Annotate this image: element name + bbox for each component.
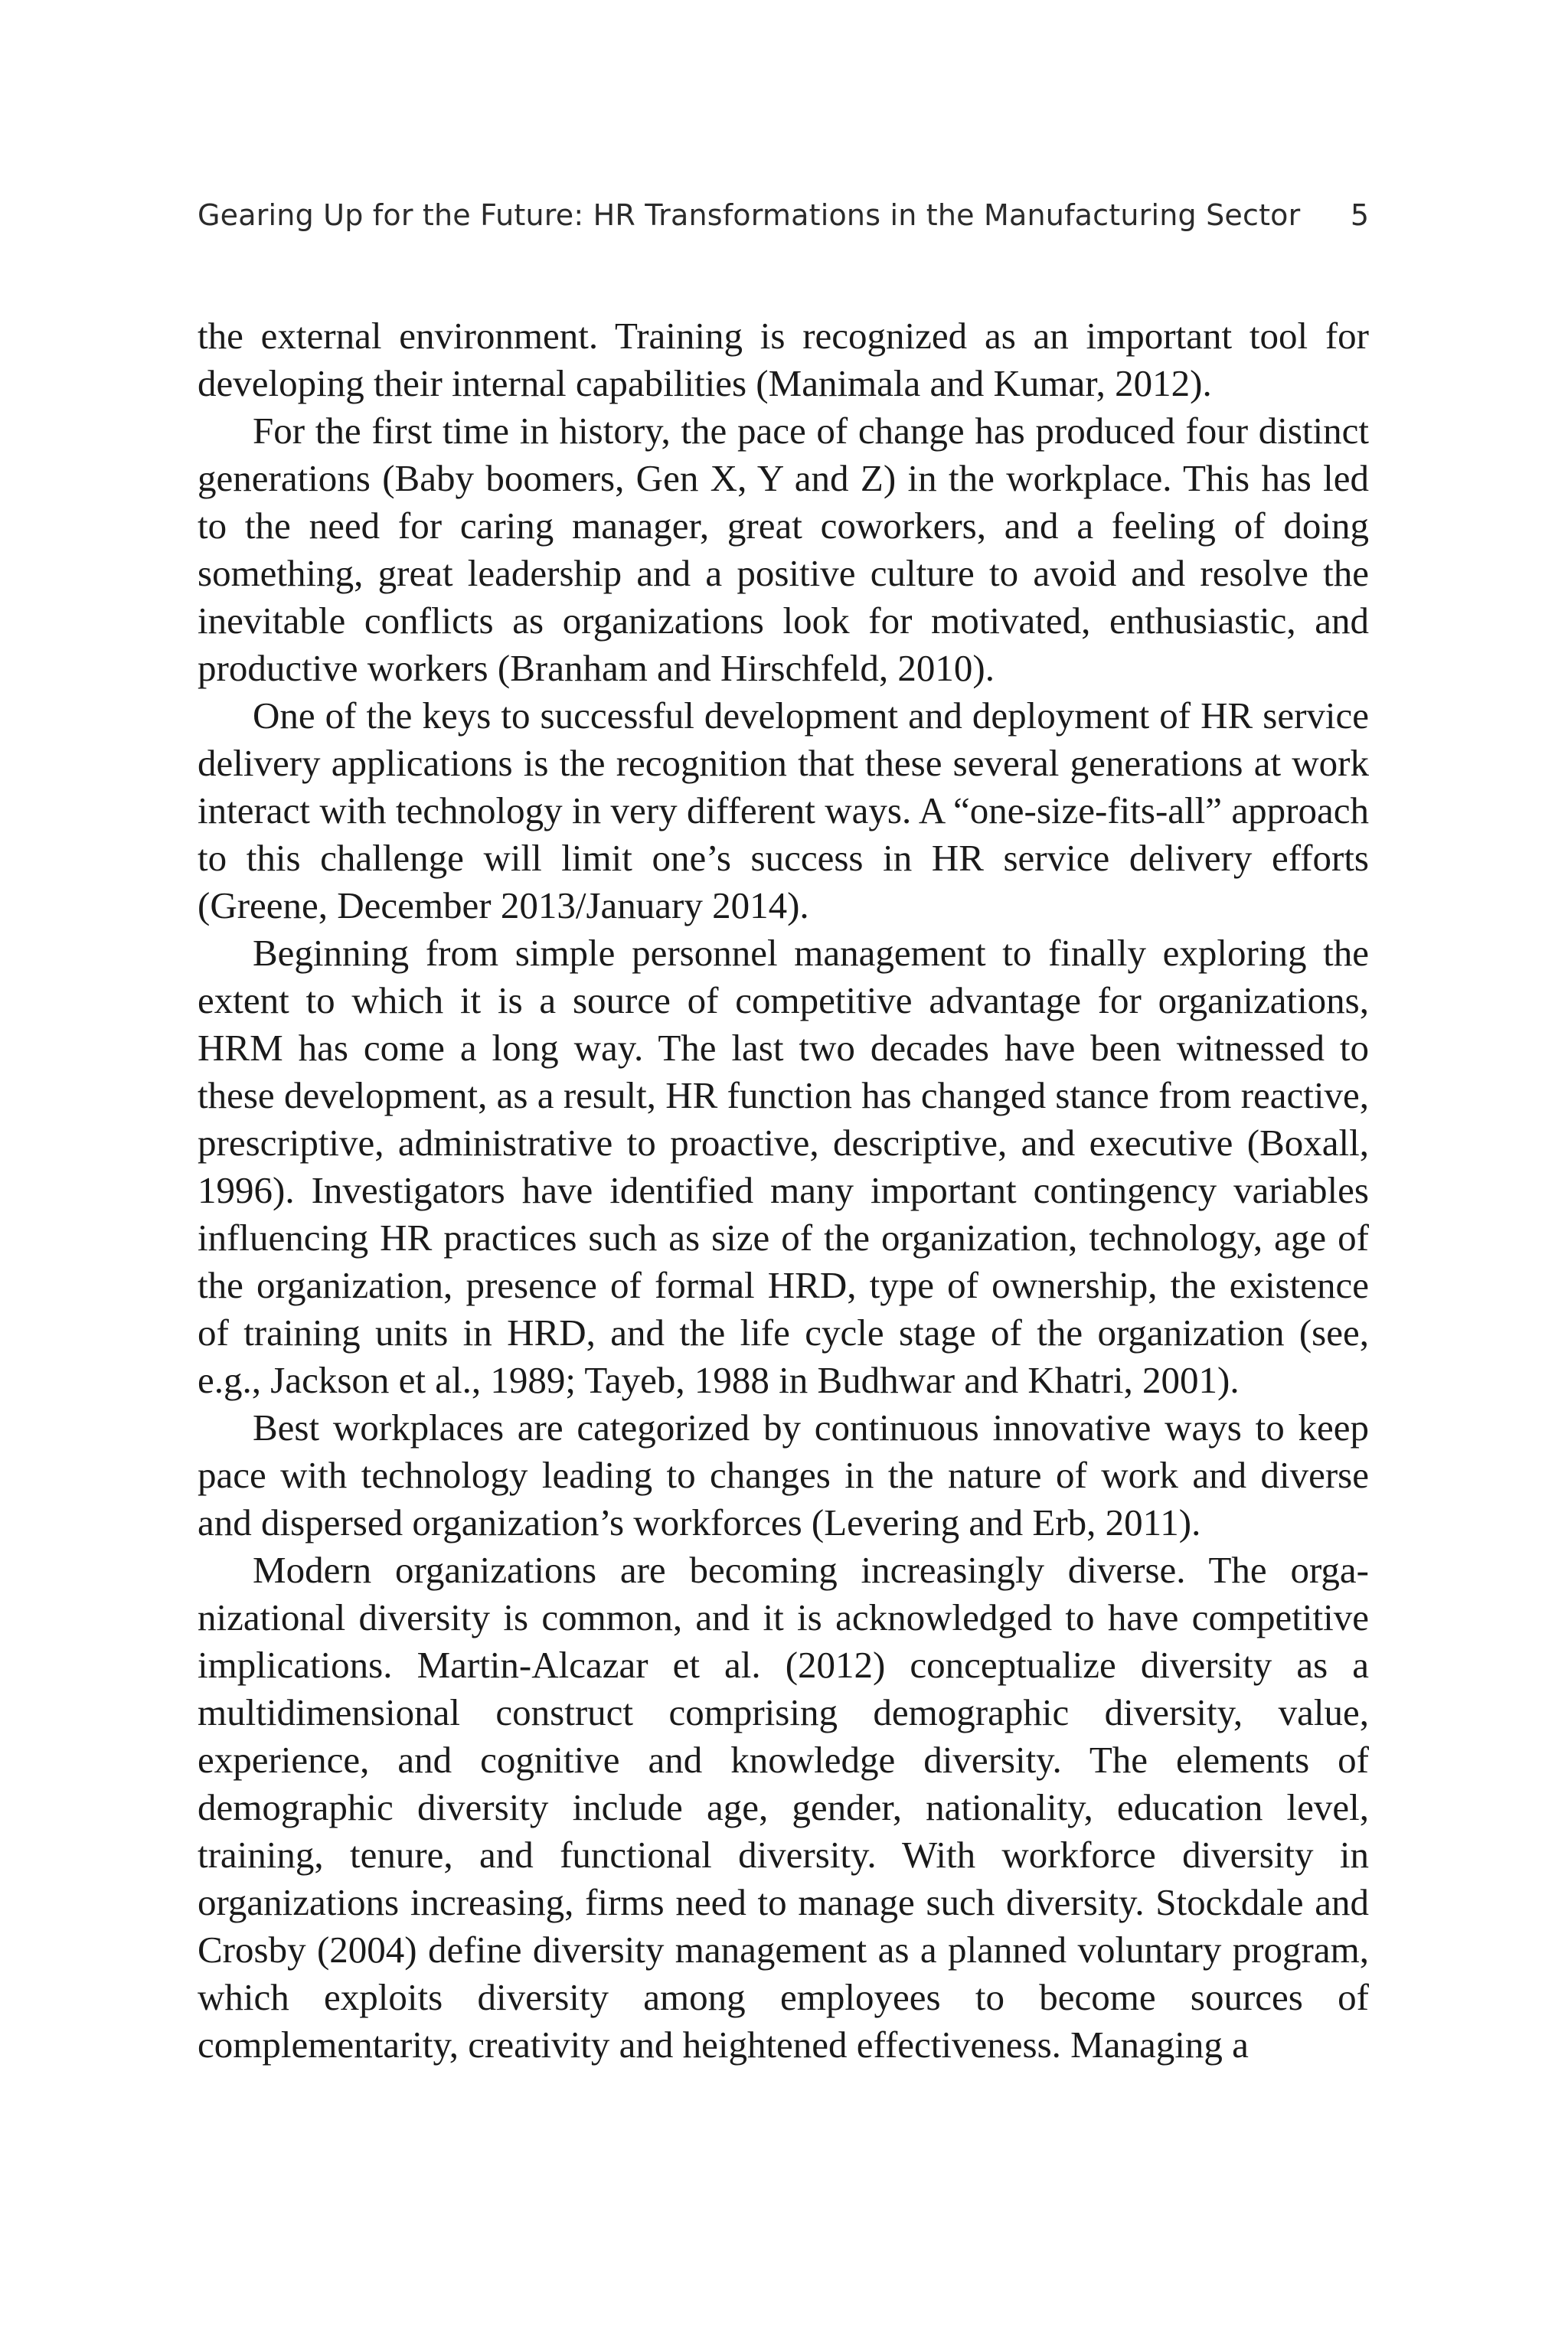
running-title: Gearing Up for the Future: HR Transformations in the Manufacturing Sector — [198, 198, 1301, 232]
paragraph-hr-service-delivery: One of the keys to successful development and deployment of HR service delivery applications is the recognition that these several generations at work interact with technology in very different ways. A “one-size-fits-all” approach to this challenge will limit one’s success in HR service delivery efforts (Greene, December 2013/January 2014). — [198, 694, 1369, 926]
paragraph-diversity: Modern organizations are becoming increasingly diverse. The organizational diversity is common, and it is acknowledged to have competitive implications. Martin-Alcazar et al. (2012) conceptualize diversity as a multidimensional construct comprising demographic diversity, value, experience, and cognitive and knowledge diversity. The elements of demographic diversity include age, gender, nationality, education level, training, tenure, and functional diversity. With workforce diversity in organizations increasing, firms need to manage such diversity. Stockdale and Crosby (2004) define diversity management as a planned voluntary program, which exploits diversity among employees to become sources of complementarity, creativity and heightened effectiveness. Managing a — [198, 1549, 1369, 2066]
paragraph-hrm-evolution: Beginning from simple personnel management to finally exploring the extent to which it is a source of competitive advantage for organizations, HRM has come a long way. The last two decades have been witnessed to these development, as a result, HR function has changed stance from reactive, prescriptive, administrative to proactive, descriptive, and executive (Boxall, 1996). Investigators have identified many important contingency variables influencing HR practices such as size of the organization, technology, age of the organization, presence of formal HRD, type of ownership, the existence of training units in HRD, and the life cycle stage of the organization (see, e.g., Jackson et al., 1989; Tayeb, 1988 in Budhwar and Khatri, 2001). — [198, 932, 1369, 1401]
body-text — [198, 312, 1369, 2069]
running-header — [198, 195, 1369, 241]
page-number: 5 — [1350, 198, 1369, 232]
paragraph-continued: the external environment. Training is recognized as an important tool for developing their internal capabilities (Manimala and Kumar, 2012). — [198, 315, 1369, 404]
paragraph-generations: For the first time in history, the pace of change has produced four distinct generations (Baby boomers, Gen X, Y and Z) in the workplace. This has led to the need for caring manager, great coworkers, and a feeling of doing something, great leadership and a positive culture to avoid and resolve the inevitable conflicts as organizations look for motivated, enthusiastic, and productive workers (Branham and Hirschfeld, 2010). — [198, 410, 1369, 689]
paragraph-best-workplaces: Best workplaces are categorized by continuous innovative ways to keep pace with technology leading to changes in the nature of work and diverse and dispersed organization’s workforces (Levering and Erb, 2011). — [198, 1406, 1369, 1544]
